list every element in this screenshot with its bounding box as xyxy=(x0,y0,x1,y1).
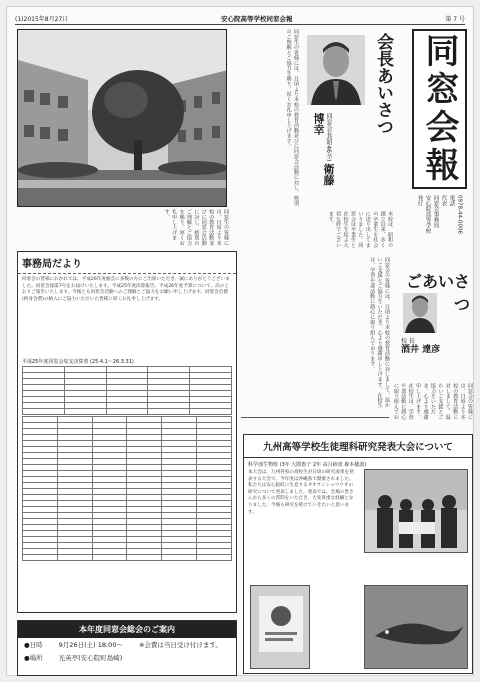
paper-name: 安心院高等学校同窓会報 xyxy=(221,15,293,23)
chairman-greeting xyxy=(303,33,403,208)
meeting-date-label: ●日時 xyxy=(24,641,43,649)
school-photo xyxy=(17,29,227,207)
chairman-name: 衛藤 博幸 xyxy=(312,113,335,186)
meeting-place-label: ●場所 xyxy=(24,654,43,662)
chairman-role: 同窓会長(昭46卒) xyxy=(325,113,332,162)
issuer-line: 発行 xyxy=(416,195,423,206)
masthead-title: 同窓会報 xyxy=(419,33,459,185)
newsletter-page xyxy=(6,6,474,676)
meeting-place: 光英亭(安心院町島崎) xyxy=(58,654,123,662)
principal-name-block xyxy=(401,337,471,355)
contest-group-photo xyxy=(364,469,468,553)
chairman-name-block xyxy=(313,113,333,193)
divider xyxy=(241,417,389,427)
science-contest-body: 本大会は、九州各県の高校生が日頃の研究成果を発表する大会で、今年度は沖縄県で開催されました。私たちは安心院町に生息するオオサンショウウオの研究について発表しました。発表では、会場の皆さんから多くの質問をいただき、大変貴重な経験となりました。今後も研究を続けていきたいと思います。 xyxy=(248,470,354,515)
meeting-note: ※会費は当日受け付けます。 xyxy=(138,641,222,649)
secretariat-news-box xyxy=(17,251,237,613)
issuer-line: 代表 xyxy=(440,195,447,206)
science-contest-title: 九州高等学校生徒理科研究発表大会について xyxy=(244,435,472,458)
masthead-title-box xyxy=(412,29,467,189)
masthead-issuer xyxy=(412,195,467,267)
issuer-line: 安心院高等学校 xyxy=(424,195,431,234)
contest-poster-photo xyxy=(250,585,310,669)
budget-table-1 xyxy=(22,366,232,415)
secretariat-news-title: 事務局だより xyxy=(18,252,236,274)
principal-role: 校 長 xyxy=(401,338,415,345)
greeting-text-column: 同窓会の皆様には、日頃より本校の教育活動に対しまして、温かいご支援とご協力をいただき、心より感謝申し上げます。在校生は、学習や部活動に熱心に取り組んでおります。 xyxy=(369,257,390,408)
issue-number: 第 7 号 xyxy=(445,16,465,23)
meeting-date: 9月26日(土) 18:00〜 xyxy=(58,641,123,649)
science-contest-subtitle: 科学部生物班 (3年 大隈惠子 2年 高月紗恵 森本穂波) xyxy=(248,462,367,468)
principal-greeting xyxy=(393,269,473,379)
general-meeting-notice xyxy=(17,620,237,676)
page-header xyxy=(15,13,465,25)
principal-portrait xyxy=(403,293,437,333)
salamander-photo xyxy=(364,585,468,669)
issuer-line: 同窓会事務局 xyxy=(432,195,439,228)
budget-table-caption: 平成25年度同窓会収支決算書 (25.4.1〜26.3.31) xyxy=(22,359,134,365)
chairman-portrait xyxy=(307,35,365,105)
meeting-place-row xyxy=(18,651,236,664)
principal-greeting-title: ごあいさつ xyxy=(405,272,470,314)
greeting-text-mid: 本校は、昭和の創立以来、多くの卒業生を社会に送り出してまいりました。同窓会は卒業生と在校生を結ぶ大切な絆でございます。 xyxy=(327,211,393,248)
chairman-greeting-title: 会長あいさつ xyxy=(373,33,393,135)
budget-table-2 xyxy=(22,416,232,561)
meeting-date-row xyxy=(18,638,236,651)
greeting-text-left: 同窓生の皆様には、日頃より本校の教育活動並びに同窓会活動に対し、格別のご理解とご協力を賜り、厚くお礼申し上げます。 xyxy=(285,29,299,206)
issue-date: (1)2015年8月27日 xyxy=(15,16,69,23)
general-meeting-title: 本年度同窓会総会のご案内 xyxy=(18,621,236,638)
principal-name: 酒井 達彦 xyxy=(401,345,441,355)
secretariat-news-body: 同窓会の皆様におかれては、平成26年度総会に多数の方にご出席いただき、誠にありがとうございました。同窓会報第7号をお届けいたします。平成25年度決算報告、平成26年度予算について、次のとおりご報告いたします。今後とも同窓会活動へのご理解とご協力をお願い申し上げます。同窓会会費(終身会費)の納入にご協力いただいた皆様に厚くお礼申し上げます。 xyxy=(22,277,230,302)
science-contest-article xyxy=(243,434,473,674)
principal-text: 同窓会の皆様には、日頃より本校の教育活動に対しまして、温かいご支援とご協力をいただき、心より感謝申し上げます。在校生は、学習や部活動に熱心に取り組んでお xyxy=(393,383,473,420)
issuer-line: 電話 xyxy=(448,195,455,206)
greeting-text-under-photo: 同窓生の皆様には、日頃より本校の教育活動並びに同窓会活動に対し、格別のご理解とご協力を賜り、厚くお礼申し上げます。 xyxy=(163,209,229,246)
issuer-line: 0978-44-0006 xyxy=(456,195,463,234)
